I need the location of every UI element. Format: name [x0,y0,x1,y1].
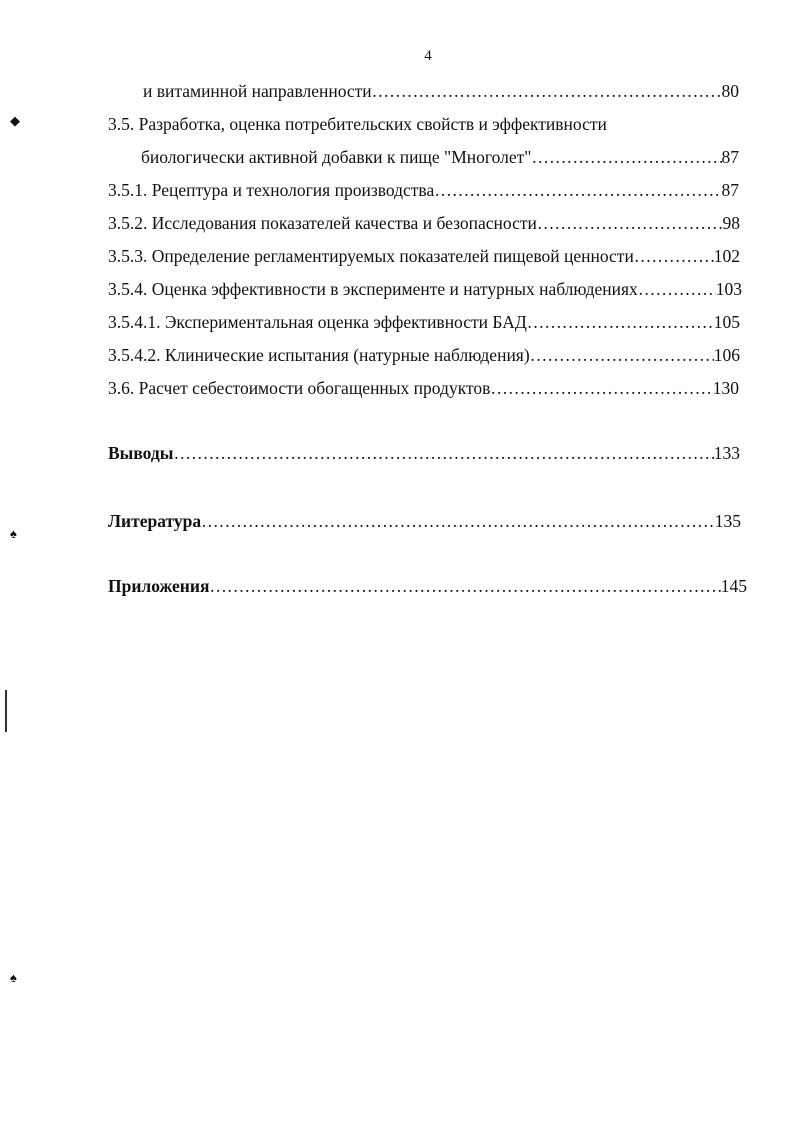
toc-entry-title: 3.5. Разработка, оценка потребительских свойств и эффективности [108,114,607,134]
dot-leader [434,179,721,201]
toc-entry-page: 106 [713,345,740,365]
dot-leader [173,442,713,464]
toc-entry-title: 3.5.4.1. Экспериментальная оценка эффективности БАД [108,312,527,332]
toc-entry-page: 80 [721,81,739,101]
toc-entry-title: 3.5.4. Оценка эффективности в эксперименте и натурных наблюдениях [108,279,638,299]
toc-entry-page: 98 [722,213,740,233]
toc-entry-literature [108,510,741,532]
toc-entry-conclusions [108,442,740,464]
toc-entry [108,311,740,333]
toc-entry-title: 3.5.4.2. Клинические испытания (натурные наблюдения) [108,345,530,365]
toc-entry [108,344,740,366]
toc-entry-page: 87 [721,180,739,200]
dot-leader [634,245,714,267]
scan-edge-stroke [5,690,7,732]
toc-entry-title: Приложения [108,576,210,596]
binding-mark-icon: ♠ [10,970,17,985]
dot-leader [638,278,716,300]
page-number: 4 [424,48,432,64]
dot-leader [530,344,714,366]
toc-entry [141,146,739,168]
toc-entry-title: Литература [108,511,202,531]
toc-entry-title: и витаминной направленности [143,81,372,101]
toc-entry-page: 102 [713,246,740,266]
toc-entry-title: биологически активной добавки к пище "Многолет" [141,147,532,167]
toc-entry-page: 103 [715,279,742,299]
toc-entry-page: 130 [712,378,739,398]
toc-entry-page: 133 [713,443,740,463]
toc-entry-page: 87 [721,147,739,167]
dot-leader [372,80,722,102]
toc-entry [108,278,742,300]
dot-leader [537,212,723,234]
toc-entry-title: Выводы [108,443,174,463]
toc-entry-title: 3.5.1. Рецептура и технология производства [108,180,435,200]
binding-mark-icon: ◆ [10,113,20,128]
dot-leader [201,510,715,532]
toc-entry-appendices [108,575,747,597]
toc-entry-page: 105 [713,312,740,332]
toc-entry-page: 135 [714,511,741,531]
toc-entry [108,212,740,234]
toc-entry [143,80,739,102]
toc-entry-page: 145 [720,576,747,596]
dot-leader [527,311,714,333]
dot-leader [531,146,721,168]
binding-mark-icon: ♠ [10,526,17,541]
toc-entry-title: 3.5.3. Определение регламентируемых показателей пищевой ценности [108,246,634,266]
toc-entry [108,179,739,201]
toc-entry [108,113,668,135]
toc-entry-title: 3.6. Расчет себестоимости обогащенных продуктов [108,378,491,398]
toc-entry [108,245,740,267]
dot-leader [490,377,712,399]
dot-leader [209,575,720,597]
toc-entry-title: 3.5.2. Исследования показателей качества и безопасности [108,213,537,233]
toc-entry [108,377,739,399]
